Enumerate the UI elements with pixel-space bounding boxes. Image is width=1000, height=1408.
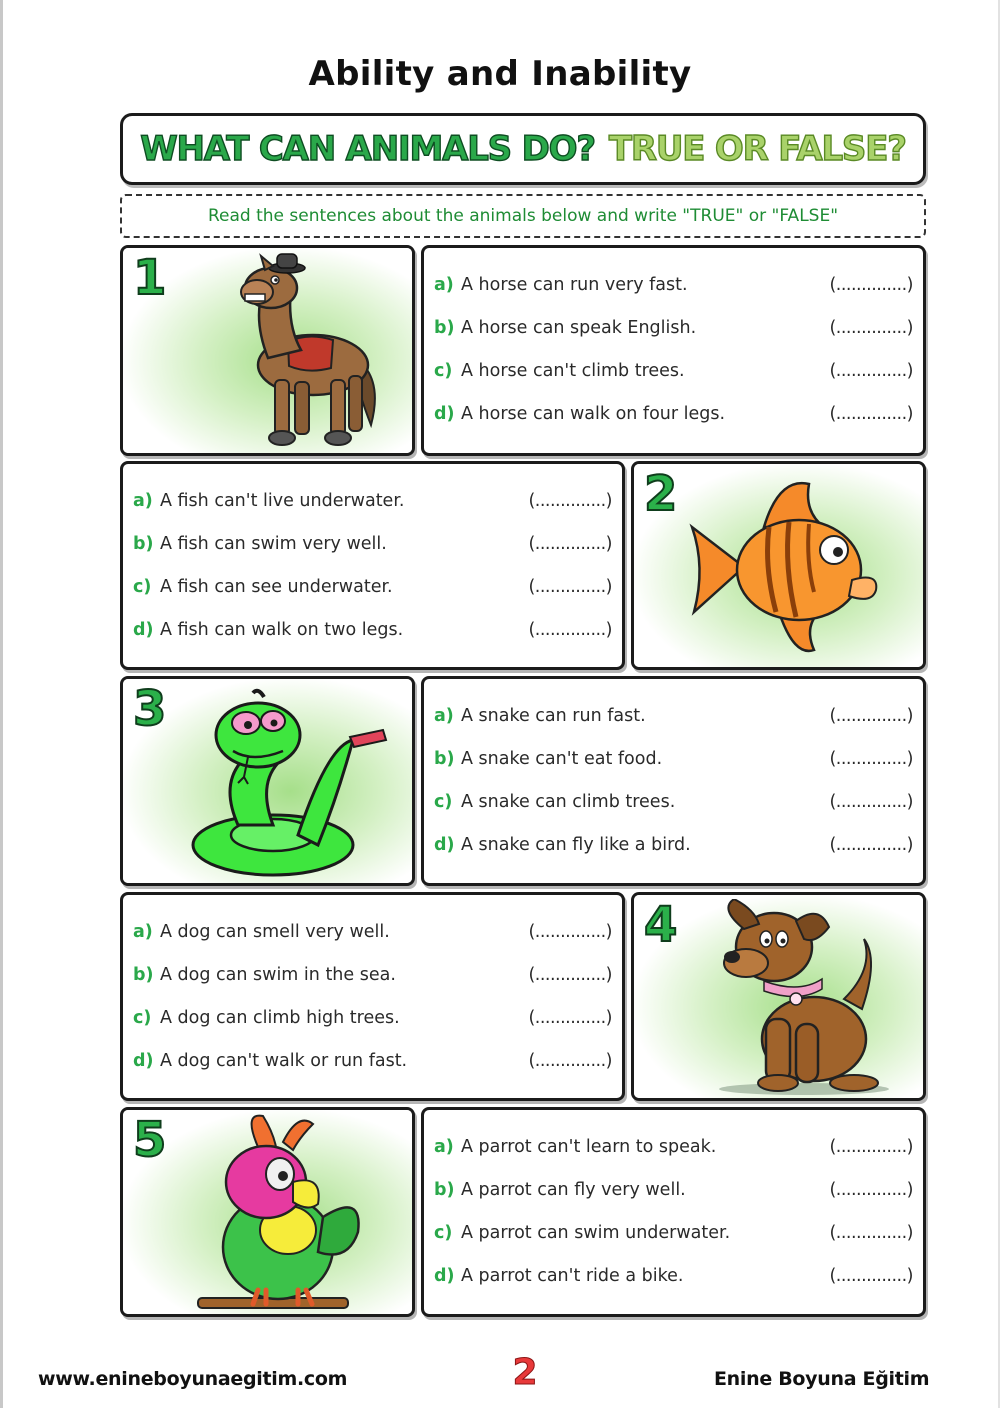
question-text: A fish can see underwater. [160, 577, 393, 597]
question-row [133, 1003, 612, 1033]
section-4-image-panel [631, 892, 926, 1101]
question-text: A parrot can't learn to speak. [461, 1137, 717, 1157]
question-text: A dog can climb high trees. [160, 1008, 400, 1028]
answer-blank[interactable]: (..............) [829, 1180, 913, 1200]
question-letter: a) [133, 922, 153, 942]
parrot-icon [188, 1112, 388, 1317]
question-text: A snake can run fast. [461, 706, 646, 726]
answer-blank[interactable]: (..............) [829, 792, 913, 812]
question-row [434, 313, 913, 343]
section-3-question-panel [421, 676, 926, 886]
question-text: A horse can walk on four legs. [461, 404, 726, 424]
answer-blank[interactable]: (..............) [528, 1008, 612, 1028]
question-text: A snake can fly like a bird. [461, 835, 691, 855]
question-text: A parrot can't ride a bike. [461, 1266, 684, 1286]
section-number: 3 [133, 681, 167, 737]
question-text: A horse can speak English. [461, 318, 697, 338]
question-text: A dog can swim in the sea. [160, 965, 396, 985]
answer-blank[interactable]: (..............) [829, 1266, 913, 1286]
question-row [133, 486, 612, 516]
question-letter: b) [434, 318, 455, 338]
answer-blank[interactable]: (..............) [829, 1137, 913, 1157]
footer-page-number: 2 [512, 1352, 538, 1393]
question-row [434, 270, 913, 300]
heading-part2: TRUE OR FALSE? [608, 129, 906, 169]
answer-blank[interactable]: (..............) [829, 404, 913, 424]
section-5-question-panel [421, 1107, 926, 1317]
heading-banner [120, 113, 926, 185]
question-row [434, 1175, 913, 1205]
question-row [434, 830, 913, 860]
question-letter: d) [434, 404, 455, 424]
section-2-image-panel [631, 461, 926, 670]
question-letter: c) [434, 1223, 453, 1243]
instruction-box [120, 194, 926, 238]
section-1-image-panel [120, 245, 415, 456]
answer-blank[interactable]: (..............) [528, 491, 612, 511]
question-letter: c) [434, 361, 453, 381]
question-row [434, 399, 913, 429]
question-text: A horse can run very fast. [461, 275, 688, 295]
question-row [133, 1046, 612, 1076]
page-edge [0, 0, 3, 1408]
heading-part1: WHAT CAN ANIMALS DO? [140, 129, 595, 169]
question-letter: d) [133, 620, 154, 640]
question-text: A fish can walk on two legs. [160, 620, 404, 640]
question-letter: b) [434, 749, 455, 769]
question-row [434, 356, 913, 386]
fish-icon [684, 472, 884, 662]
section-3-image-panel [120, 676, 415, 886]
question-text: A dog can't walk or run fast. [160, 1051, 408, 1071]
horse-icon [183, 250, 403, 455]
question-letter: d) [434, 835, 455, 855]
answer-blank[interactable]: (..............) [528, 620, 612, 640]
section-5-image-panel [120, 1107, 415, 1317]
answer-blank[interactable]: (..............) [528, 1051, 612, 1071]
question-text: A dog can smell very well. [160, 922, 390, 942]
question-text: A parrot can fly very well. [461, 1180, 686, 1200]
answer-blank[interactable]: (..............) [528, 577, 612, 597]
question-letter: c) [434, 792, 453, 812]
answer-blank[interactable]: (..............) [829, 835, 913, 855]
answer-blank[interactable]: (..............) [829, 749, 913, 769]
question-row [133, 917, 612, 947]
question-letter: d) [434, 1266, 455, 1286]
question-text: A snake can climb trees. [461, 792, 676, 812]
answer-blank[interactable]: (..............) [528, 534, 612, 554]
question-letter: a) [434, 275, 454, 295]
section-number: 4 [644, 897, 678, 953]
question-row [434, 1261, 913, 1291]
section-number: 2 [644, 466, 678, 522]
question-letter: a) [434, 1137, 454, 1157]
answer-blank[interactable]: (..............) [829, 1223, 913, 1243]
question-text: A horse can't climb trees. [461, 361, 685, 381]
question-row [133, 529, 612, 559]
question-letter: a) [133, 491, 153, 511]
question-letter: c) [133, 1008, 152, 1028]
section-number: 5 [133, 1112, 167, 1168]
instruction-text: Read the sentences about the animals below and write "TRUE" or "FALSE" [207, 206, 839, 226]
dog-icon [704, 899, 894, 1099]
answer-blank[interactable]: (..............) [528, 922, 612, 942]
section-4-question-panel [120, 892, 625, 1101]
question-row [434, 1218, 913, 1248]
page-title: Ability and Inability [308, 54, 692, 94]
question-text: A fish can't live underwater. [160, 491, 405, 511]
question-row [434, 744, 913, 774]
answer-blank[interactable]: (..............) [528, 965, 612, 985]
question-letter: a) [434, 706, 454, 726]
question-letter: b) [133, 534, 154, 554]
section-2-question-panel [120, 461, 625, 670]
question-letter: b) [434, 1180, 455, 1200]
question-letter: c) [133, 577, 152, 597]
question-text: A snake can't eat food. [461, 749, 663, 769]
question-letter: d) [133, 1051, 154, 1071]
answer-blank[interactable]: (..............) [829, 318, 913, 338]
question-row [434, 701, 913, 731]
answer-blank[interactable]: (..............) [829, 361, 913, 381]
question-row [133, 615, 612, 645]
question-row [434, 1132, 913, 1162]
question-letter: b) [133, 965, 154, 985]
question-row [133, 572, 612, 602]
question-row [434, 787, 913, 817]
section-number: 1 [133, 250, 167, 306]
answer-blank[interactable]: (..............) [829, 706, 913, 726]
footer-brand: Enine Boyuna Eğitim [714, 1368, 930, 1390]
answer-blank[interactable]: (..............) [829, 275, 913, 295]
footer-website[interactable]: www.enineboyunaegitim.com [38, 1368, 348, 1390]
question-text: A fish can swim very well. [160, 534, 387, 554]
snake-icon [178, 685, 408, 883]
section-1-question-panel [421, 245, 926, 456]
question-row [133, 960, 612, 990]
question-text: A parrot can swim underwater. [461, 1223, 731, 1243]
